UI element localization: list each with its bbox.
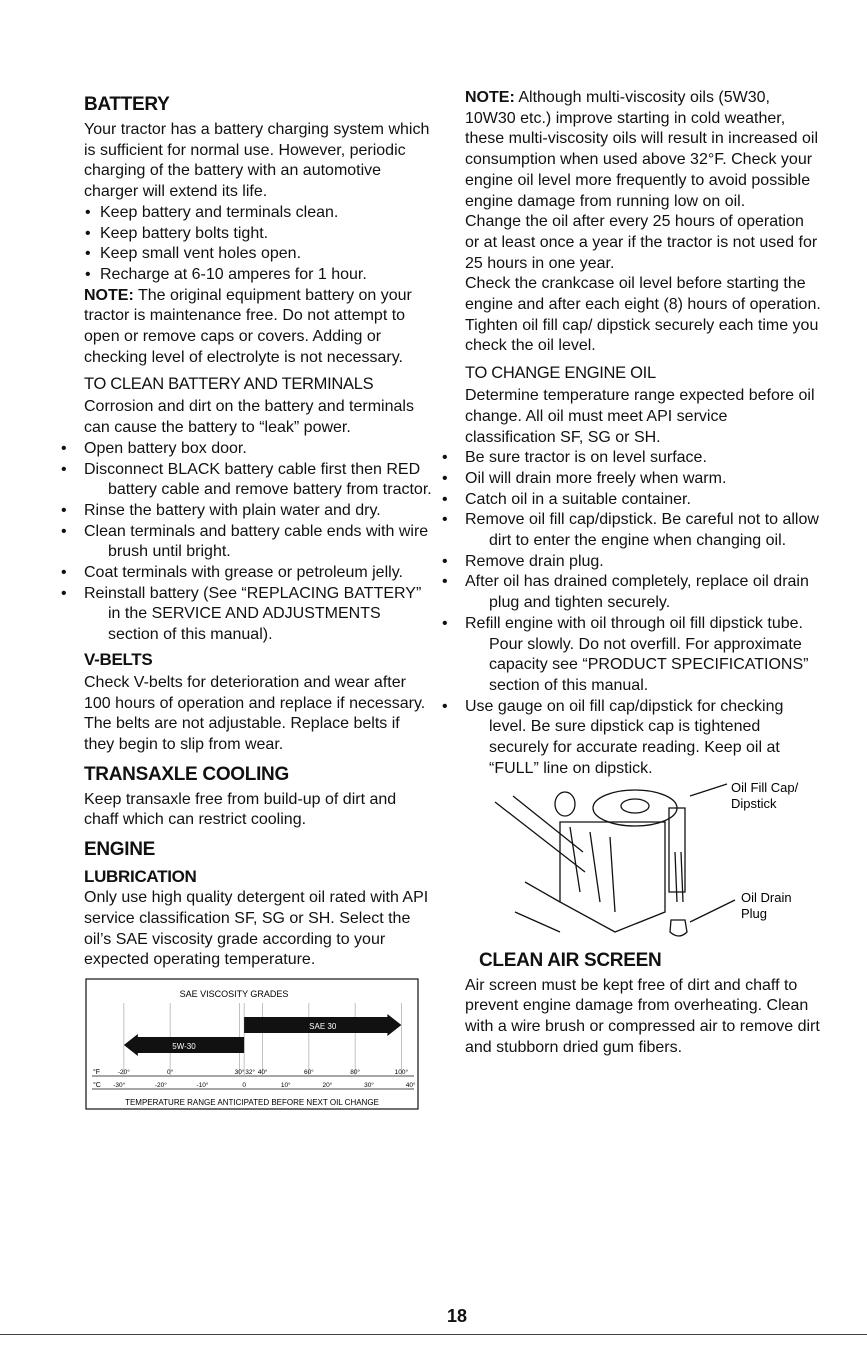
note-label: NOTE: (84, 286, 134, 304)
fahrenheit-tick-label: 60° (303, 1068, 314, 1076)
fahrenheit-tick-label: 80° (350, 1068, 361, 1076)
series-label: SAE 30 (309, 1021, 337, 1031)
oil-fill-cap (555, 792, 575, 816)
drain-plug (670, 920, 687, 936)
change-oil-bullet: • After oil has drained completely, replace oil drain plug and tighten securely. (465, 572, 821, 613)
bottom-rule (0, 1334, 867, 1335)
celsius-tick-label: -20° (154, 1081, 167, 1089)
change-interval-text: Change the oil after every 25 hours of operation or at least once a year if the tractor is not used for 25 hours in one year. (465, 213, 818, 272)
battery-heading: BATTERY (84, 94, 170, 115)
fahrenheit-tick-label: 0° (167, 1068, 174, 1076)
right-column (465, 88, 821, 1058)
change-oil-bullet: • Be sure tractor is on level surface. (465, 448, 821, 469)
lubrication-text: Only use high quality detergent oil rated with API service classification SF, SG or SH. Select the oil’s SAE viscosity grade according to your expected operating temperature. (84, 889, 429, 969)
fahrenheit-tick-label: 40° (257, 1068, 268, 1076)
vbelts-heading: V-BELTS (84, 649, 153, 669)
note-label: NOTE: (465, 89, 515, 106)
terminals-bullet: • Rinse the battery with plain water and dry. (84, 501, 432, 522)
terminals-bullet: • Coat terminals with grease or petroleum jelly. (84, 563, 432, 584)
clean-terminals-intro: Corrosion and dirt on the battery and terminals can cause the battery to “leak” power. (84, 398, 414, 437)
celsius-tick-label: 20° (322, 1081, 333, 1089)
terminals-bullet: • Open battery box door. (84, 439, 432, 460)
celsius-tick-label: 0 (242, 1081, 246, 1089)
note-text: The original equipment battery on your tractor is maintenance free. Do not attempt to open or remove caps or covers. Adding or checking level of electrolyte is not necessary. (84, 286, 412, 366)
change-oil-bullet: • Oil will drain more freely when warm. (465, 469, 821, 490)
engine-oil-figure (465, 782, 815, 942)
sae-viscosity-chart (84, 977, 420, 1113)
transaxle-text: Keep transaxle free from build-up of dirt and chaff which can restrict cooling. (84, 790, 397, 829)
fahrenheit-unit: °F (93, 1068, 101, 1076)
chart-title: SAE VISCOSITY GRADES (179, 988, 289, 999)
engine-heading: ENGINE (84, 839, 156, 861)
battery-bullet: • Keep battery bolts tight. (84, 224, 432, 245)
clean-terminals-heading: TO CLEAN BATTERY AND TERMINALS (84, 375, 374, 394)
chart-axes (92, 1068, 416, 1089)
battery-bullet: • Recharge at 6-10 amperes for 1 hour. (84, 265, 432, 286)
fahrenheit-tick-label: 100° (394, 1068, 409, 1076)
air-screen-text: Air screen must be kept free of dirt and chaff to prevent engine damage from overheating. Clean with a wire brush or compressed air to remove dirt and stubborn dried gum fibers. (465, 976, 820, 1056)
transaxle-heading: TRANSAXLE COOLING (84, 763, 289, 785)
vbelts-text: Check V-belts for deterioration and wear after 100 hours of operation and replace if necessary. The belts are not adjustable. Replace belts if they begin to slip from wear. (84, 673, 426, 753)
lubrication-heading: LUBRICATION (84, 867, 197, 887)
fahrenheit-tick-label: -20° (117, 1068, 130, 1076)
engine-illustration (465, 782, 815, 942)
celsius-tick-label: 10° (280, 1081, 291, 1089)
change-oil-bullet: • Refill engine with oil through oil fill dipstick tube. Pour slowly. Do not overfill. For approximate capacity see “PRODUCT SPECIFICATIONS” section of this manual. (465, 614, 821, 697)
change-oil-bullet: • Catch oil in a suitable container. (465, 490, 821, 511)
multiviscosity-note (465, 88, 821, 212)
celsius-unit: °C (93, 1081, 101, 1089)
change-oil-intro: Determine temperature range expected before oil change. All oil must meet API service classification SF, SG or SH. (465, 387, 815, 446)
change-oil-heading: TO CHANGE ENGINE OIL (465, 364, 656, 383)
cap-leader-line (690, 784, 727, 796)
drain-leader-line (690, 900, 735, 922)
fill-cap-label-line1: Oil Fill Cap/ (731, 781, 799, 795)
air-screen-heading: CLEAN AIR SCREEN (479, 949, 662, 971)
chart-footer: TEMPERATURE RANGE ANTICIPATED BEFORE NEXT OIL CHANGE (125, 1097, 379, 1107)
drain-plug-label-line1: Oil Drain (741, 889, 792, 905)
chart-svg (84, 977, 420, 1113)
page-number: 18 (447, 1306, 468, 1326)
celsius-tick-label: -30° (113, 1081, 126, 1089)
celsius-tick-label: -10° (196, 1081, 209, 1089)
check-level-text: Check the crankcase oil level before starting the engine and after each eight (8) hours of operation. Tighten oil fill cap/ dipstick securely each time you check the oil level. (465, 275, 821, 355)
terminals-bullet: • Disconnect BLACK battery cable first then RED battery cable and remove battery from tractor. (84, 460, 432, 501)
fahrenheit-tick-label: 30° (234, 1068, 245, 1076)
fill-cap-label-line2: Dipstick (731, 795, 777, 811)
battery-note (84, 286, 432, 369)
left-column (84, 88, 432, 1113)
note-text: Although multi-viscosity oils (5W30, 10W30 etc.) improve starting in cold weather, these multi-viscosity oils will result in increased oil consumption when used above 32°F. Check your engine oil level more frequently to avoid possible engine damage from running low on oil. (465, 89, 819, 210)
series-label: 5W-30 (172, 1041, 196, 1051)
change-oil-bullet: • Use gauge on oil fill cap/dipstick for checking level. Be sure dipstick cap is tightened securely for accurate reading. Keep oil at “FULL” line on dipstick. (465, 697, 821, 780)
battery-intro: Your tractor has a battery charging system which is sufficient for normal use. However, periodic charging of the battery with an automotive charger will extend its life. (84, 121, 430, 201)
change-oil-bullet: • Remove drain plug. (465, 552, 821, 573)
terminals-bullet: • Reinstall battery (See “REPLACING BATTERY” in the SERVICE AND ADJUSTMENTS section of this manual). (84, 584, 432, 646)
terminals-bullet: • Clean terminals and battery cable ends with wire brush until bright. (84, 522, 432, 563)
battery-bullet: • Keep battery and terminals clean. (84, 203, 432, 224)
battery-bullet: • Keep small vent holes open. (84, 244, 432, 265)
change-oil-bullet: • Remove oil fill cap/dipstick. Be careful not to allow dirt to enter the engine when changing oil. (465, 510, 821, 551)
fahrenheit-tick-label: 32° (245, 1068, 256, 1076)
celsius-tick-label: 40° (405, 1081, 416, 1089)
air-cleaner-cover (593, 790, 677, 826)
drain-plug-label-line2: Plug (741, 905, 768, 921)
celsius-tick-label: 30° (364, 1081, 374, 1089)
